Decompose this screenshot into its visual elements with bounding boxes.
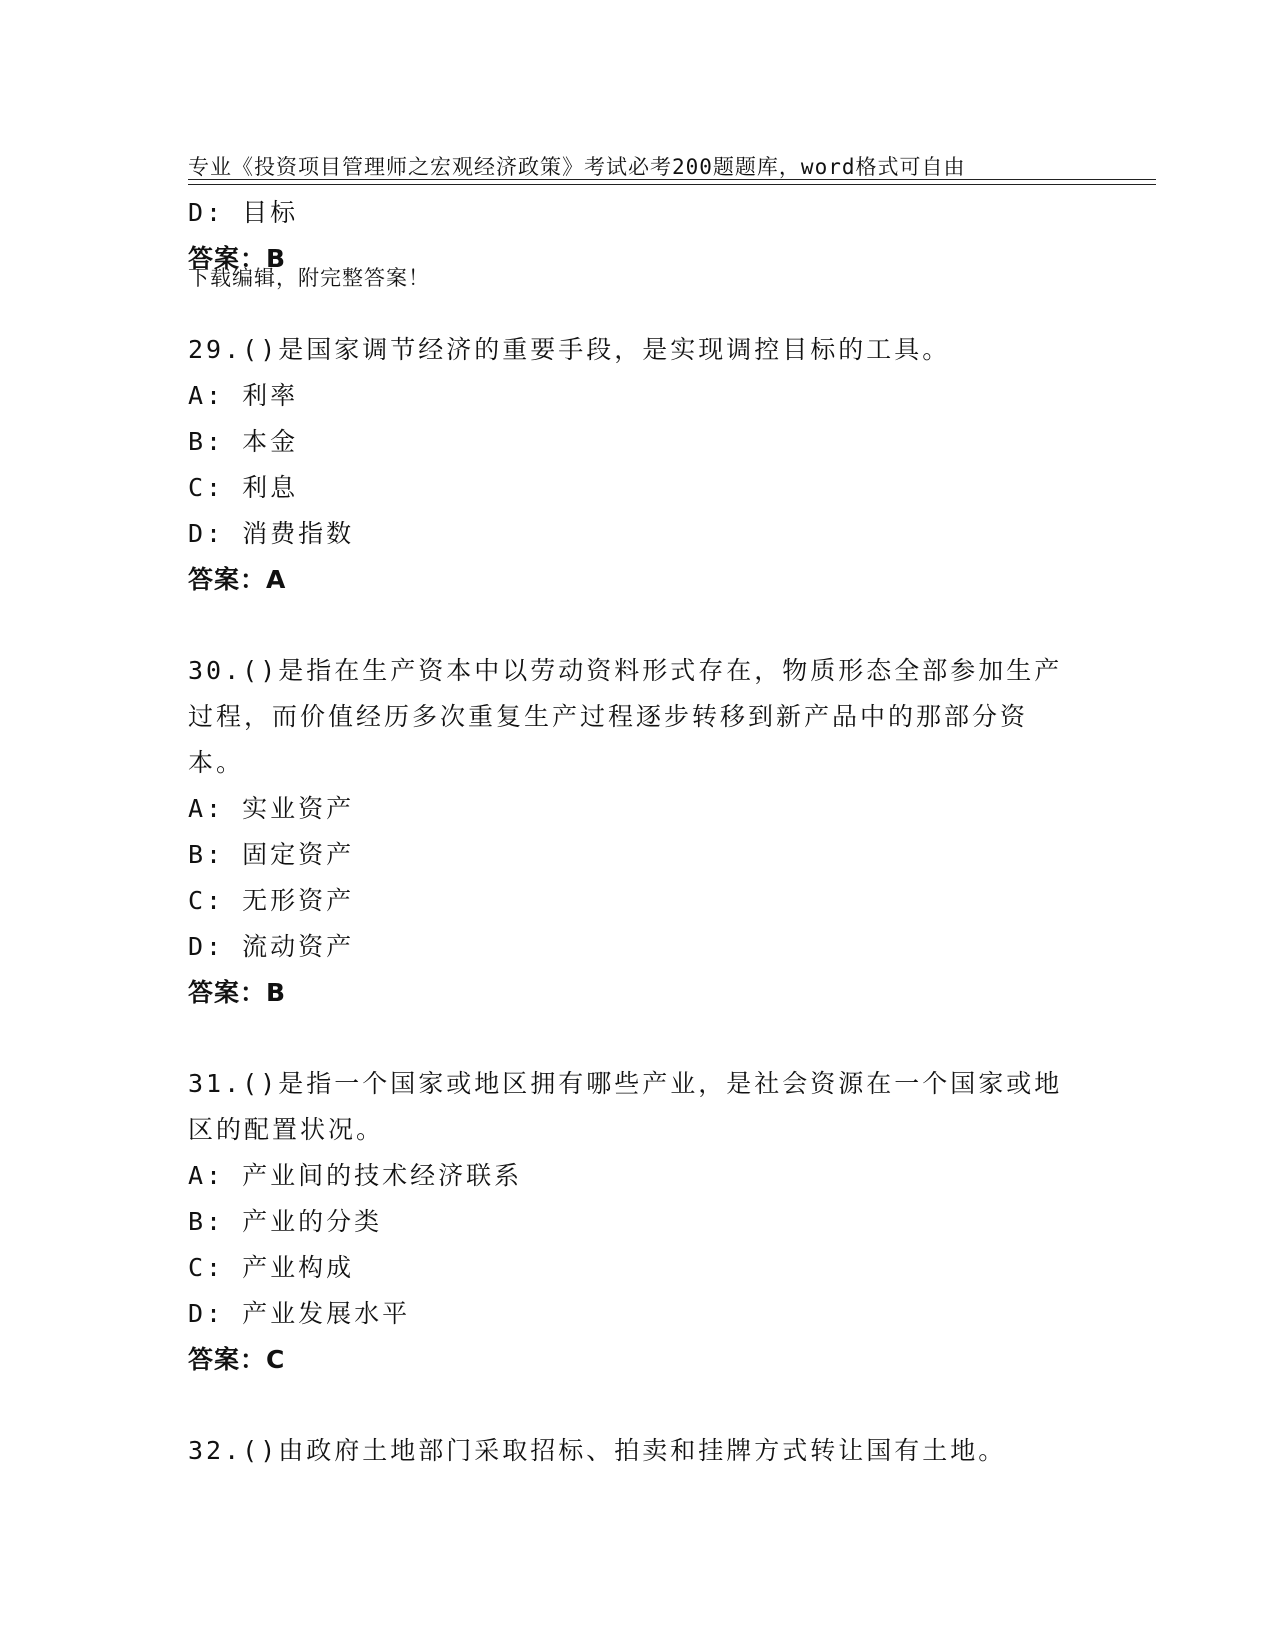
question-text: 过程，而价值经历多次重复生产过程逐步转移到新产品中的那部分资 — [188, 702, 1029, 731]
option-c: C: 无形资产 — [188, 886, 355, 915]
question-text: 31.()是指一个国家或地区拥有哪些产业，是社会资源在一个国家或地 — [188, 1069, 1063, 1098]
option-c: C: 产业构成 — [188, 1253, 355, 1282]
option-d: D: 产业发展水平 — [188, 1299, 411, 1328]
question-text: 32.()由政府土地部门采取招标、拍卖和挂牌方式转让国有土地。 — [188, 1436, 1007, 1465]
option-a: A: 产业间的技术经济联系 — [188, 1161, 523, 1190]
question-block — [188, 1061, 1088, 1383]
header-rule-top — [188, 179, 1156, 180]
answer-line: 答案：A — [188, 565, 287, 594]
option-c: C: 利息 — [188, 473, 299, 502]
question-content — [188, 190, 1088, 1474]
option-d: D: 消费指数 — [188, 519, 355, 548]
answer-line: 答案：B — [188, 978, 287, 1007]
option-b: B: 本金 — [188, 427, 299, 456]
question-text: 区的配置状况。 — [188, 1115, 385, 1144]
question-text: 本。 — [188, 748, 245, 777]
option-d: D: 流动资产 — [188, 932, 355, 961]
question-text: 30.()是指在生产资本中以劳动资料形式存在，物质形态全部参加生产 — [188, 656, 1063, 685]
question-block — [188, 327, 1088, 603]
option-d: D: 目标 — [188, 198, 299, 227]
header-line-2: 下载编辑，附完整答案！ — [188, 266, 430, 290]
header-line-1: 专业《投资项目管理师之宏观经济政策》考试必考200题题库，word格式可自由 — [188, 155, 966, 179]
question-text: 29.()是国家调节经济的重要手段，是实现调控目标的工具。 — [188, 335, 951, 364]
option-a: A: 实业资产 — [188, 794, 355, 823]
answer-line: 答案：B — [188, 244, 287, 273]
header-rule-bottom — [188, 184, 1156, 185]
question-block — [188, 1428, 1088, 1474]
option-a: A: 利率 — [188, 381, 299, 410]
question-block — [188, 648, 1088, 1016]
option-b: B: 固定资产 — [188, 840, 355, 869]
option-b: B: 产业的分类 — [188, 1207, 383, 1236]
answer-line: 答案：C — [188, 1345, 286, 1374]
